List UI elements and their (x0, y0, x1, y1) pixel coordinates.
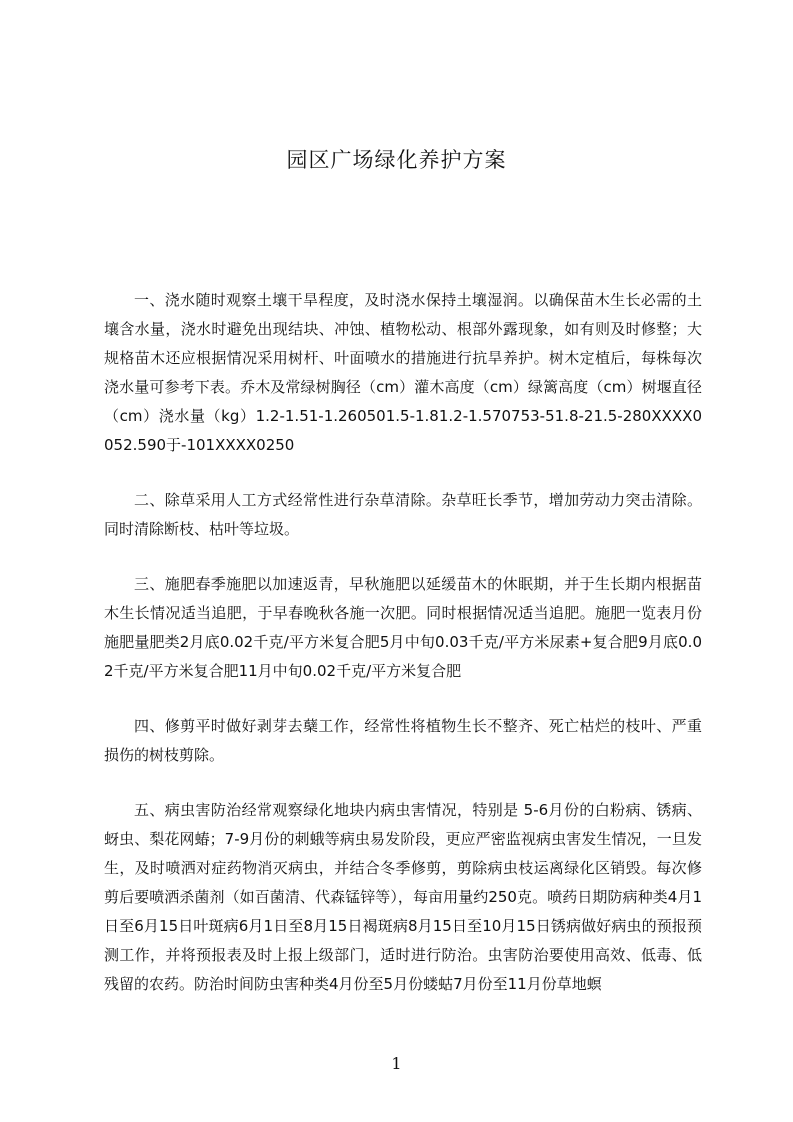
paragraph-weeding: 二、除草采用人工方式经常性进行杂草清除。杂草旺长季节，增加劳动力突击清除。同时清除断枝、枯叶等垃圾。 (104, 491, 702, 538)
document-title: 园区广场绿化养护方案 (286, 148, 507, 172)
paragraph-fertilizing: 三、施肥春季施肥以加速返青，早秋施肥以延缓苗木的休眠期，并于生长期内根据苗木生长情况适当追肥，于早春晚秋各施一次肥。同时根据情况适当追肥。施肥一览表月份施肥量肥类2月底0.02千克/平方米复合肥5月中旬0.03千克/平方米尿素+复合肥9月底0.02千克/平方米复合肥11月中旬0.02千克/平方米复合肥 (104, 575, 702, 680)
page-number: 1 (391, 1054, 402, 1073)
paragraph-pruning: 四、修剪平时做好剥芽去蘖工作，经常性将植物生长不整齐、死亡枯烂的枝叶、严重损伤的树枝剪除。 (104, 717, 702, 764)
document-body (104, 286, 702, 1025)
paragraph-watering: 一、浇水随时观察土壤干旱程度，及时浇水保持土壤湿润。以确保苗木生长必需的土壤含水量，浇水时避免出现结块、冲蚀、植物松动、根部外露现象，如有则及时修整；大规格苗木还应根据情况采用树杆、叶面喷水的措施进行抗旱养护。树木定植后，每株每次浇水量可参考下表。乔木及常绿树胸径（cm）灌木高度（cm）绿篱高度（cm）树堰直径（cm）浇水量（kg）1.2-1.51-1.260501.5-1.81.2-1.570753-51.8-21.5-280XXXX0052.590于-101XXXX0250 (104, 291, 702, 454)
paragraph-pest-control: 五、病虫害防治经常观察绿化地块内病虫害情况，特别是 5-6月份的白粉病、锈病、蚜虫、梨花网蝽；7-9月份的刺蛾等病虫易发阶段，更应严密监视病虫害发生情况，一旦发生，及时喷洒对症药物消灭病虫，并结合冬季修剪，剪除病虫枝运离绿化区销毁。每次修剪后要喷洒杀菌剂（如百菌清、代森锰锌等），每亩用量约250克。喷药日期防病种类4月1日至6月15日叶斑病6月1日至8月15日褐斑病8月15日至10月15日锈病做好病虫的预报预测工作，并将预报表及时上报上级部门，适时进行防治。虫害防治要使用高效、低毒、低残留的农药。防治时间防虫害种类4月份至5月份蝼蛄7月份至11月份草地螟 (104, 801, 702, 993)
